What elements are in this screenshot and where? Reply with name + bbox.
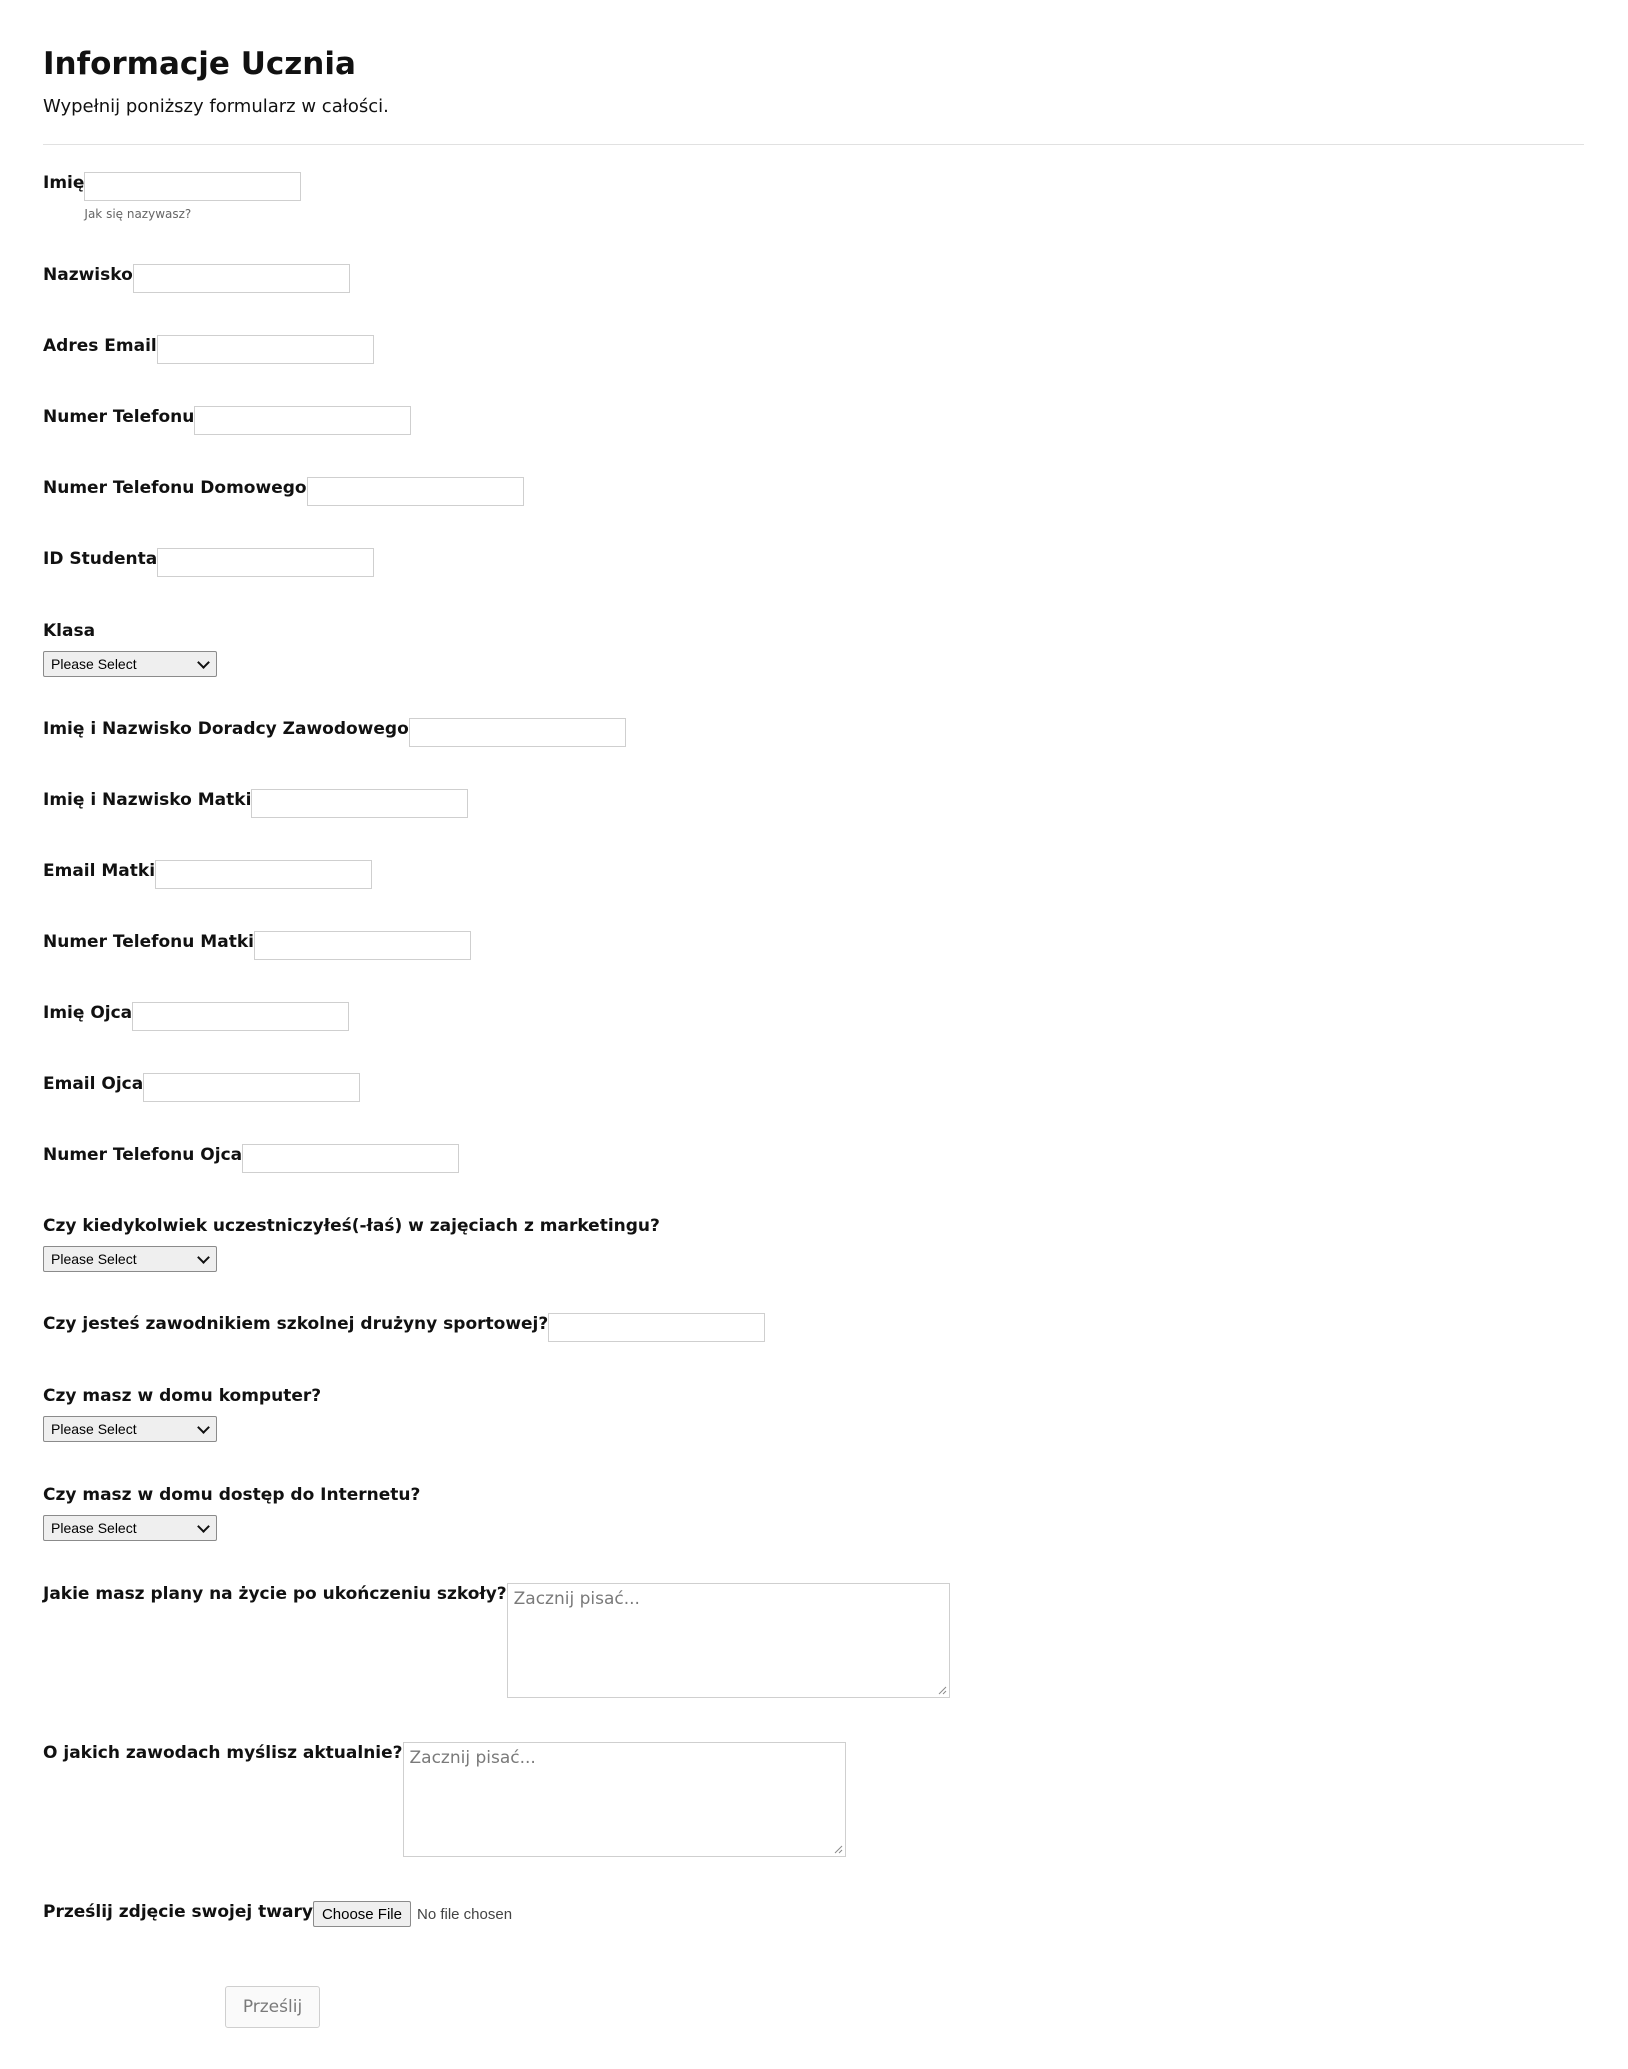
- has-computer-field: [43, 1385, 321, 1442]
- marketing-class-select[interactable]: [43, 1246, 217, 1272]
- careers-label: O jakich zawodach myślisz aktualnie?: [43, 1743, 403, 1763]
- home-phone-input[interactable]: [307, 477, 524, 506]
- phone-input[interactable]: [194, 406, 411, 435]
- mother-phone-input[interactable]: [254, 931, 471, 960]
- first-name-input[interactable]: [84, 172, 301, 201]
- mother-phone-label: Numer Telefonu Matki: [43, 932, 254, 952]
- marketing-class-group: [43, 1215, 660, 1272]
- first-name-input-group: [84, 172, 301, 221]
- counselor-label: Imię i Nazwisko Doradcy Zawodowego: [43, 719, 409, 739]
- email-label: Adres Email: [43, 336, 157, 356]
- sports-team-label: Czy jesteś zawodnikiem szkolnej drużyny sportowej?: [43, 1314, 549, 1334]
- father-name-label: Imię Ojca: [43, 1003, 133, 1023]
- mother-email-field: [43, 860, 372, 889]
- mother-email-input[interactable]: [155, 860, 372, 889]
- counselor-input[interactable]: [409, 718, 626, 747]
- careers-textarea[interactable]: [403, 1742, 846, 1857]
- father-name-field: [43, 1002, 349, 1031]
- life-plans-label: Jakie masz plany na życie po ukończeniu szkoły?: [43, 1584, 507, 1604]
- has-internet-label: Czy masz w domu dostęp do Internetu?: [43, 1485, 421, 1505]
- grade-select[interactable]: [43, 651, 217, 677]
- grade-field: [43, 620, 217, 677]
- has-computer-selected-value: Please Select: [51, 1421, 137, 1437]
- form-title: Informacje Ucznia: [43, 46, 356, 82]
- has-computer-select[interactable]: [43, 1416, 217, 1442]
- life-plans-placeholder: Zacznij pisać...: [513, 1589, 640, 1609]
- file-upload-control: [313, 1901, 512, 1927]
- email-field: [43, 335, 374, 364]
- last-name-label: Nazwisko: [43, 265, 133, 285]
- photo-upload-label: Prześlij zdjęcie swojej twary: [43, 1902, 313, 1922]
- file-status-text: No file chosen: [416, 1905, 513, 1923]
- last-name-field: [43, 264, 350, 293]
- resize-handle-icon[interactable]: [834, 1845, 843, 1854]
- choose-file-button[interactable]: Choose File: [313, 1901, 411, 1927]
- has-internet-select[interactable]: [43, 1515, 217, 1541]
- has-internet-selected-value: Please Select: [51, 1520, 137, 1536]
- has-internet-field: [43, 1484, 420, 1541]
- mother-name-input[interactable]: [251, 789, 468, 818]
- counselor-field: [43, 718, 626, 747]
- careers-placeholder: Zacznij pisać...: [409, 1748, 536, 1768]
- chevron-down-icon: [197, 1520, 210, 1533]
- student-id-input[interactable]: [157, 548, 374, 577]
- home-phone-field: [43, 477, 524, 506]
- form-subtitle: Wypełnij poniższy formularz w całości.: [43, 96, 389, 117]
- has-computer-label: Czy masz w domu komputer?: [43, 1386, 322, 1406]
- last-name-input[interactable]: [133, 264, 350, 293]
- header-divider: [43, 144, 1584, 145]
- student-id-field: [43, 548, 374, 577]
- has-computer-group: [43, 1385, 321, 1442]
- father-phone-label: Numer Telefonu Ojca: [43, 1145, 243, 1165]
- life-plans-field: [43, 1583, 950, 1698]
- father-name-input[interactable]: [132, 1002, 349, 1031]
- has-internet-group: [43, 1484, 420, 1541]
- phone-field: [43, 406, 411, 435]
- father-email-label: Email Ojca: [43, 1074, 144, 1094]
- sports-team-input[interactable]: [548, 1313, 765, 1342]
- first-name-label: Imię: [43, 173, 85, 193]
- chevron-down-icon: [197, 1251, 210, 1264]
- marketing-class-field: [43, 1215, 660, 1272]
- mother-name-label: Imię i Nazwisko Matki: [43, 790, 252, 810]
- mother-phone-field: [43, 931, 471, 960]
- form-header: [43, 40, 1583, 120]
- grade-group: [43, 620, 217, 677]
- resize-handle-icon[interactable]: [938, 1686, 947, 1695]
- email-input[interactable]: [157, 335, 374, 364]
- grade-label: Klasa: [43, 621, 96, 641]
- photo-upload-field: [43, 1901, 512, 1927]
- father-email-field: [43, 1073, 360, 1102]
- mother-email-label: Email Matki: [43, 861, 156, 881]
- father-email-input[interactable]: [143, 1073, 360, 1102]
- life-plans-textarea[interactable]: [507, 1583, 950, 1698]
- home-phone-label: Numer Telefonu Domowego: [43, 478, 307, 498]
- chevron-down-icon: [197, 656, 210, 669]
- phone-label: Numer Telefonu: [43, 407, 195, 427]
- submit-button[interactable]: Prześlij: [225, 1986, 320, 2028]
- careers-field: [43, 1742, 846, 1857]
- father-phone-field: [43, 1144, 459, 1173]
- first-name-field: [43, 172, 301, 221]
- marketing-class-selected-value: Please Select: [51, 1251, 137, 1267]
- father-phone-input[interactable]: [242, 1144, 459, 1173]
- grade-selected-value: Please Select: [51, 656, 137, 672]
- mother-name-field: [43, 789, 468, 818]
- chevron-down-icon: [197, 1421, 210, 1434]
- student-id-label: ID Studenta: [43, 549, 158, 569]
- sports-team-field: [43, 1313, 765, 1342]
- marketing-class-label: Czy kiedykolwiek uczestniczyłeś(-łaś) w zajęciach z marketingu?: [43, 1216, 660, 1236]
- first-name-hint: Jak się nazywasz?: [84, 207, 192, 221]
